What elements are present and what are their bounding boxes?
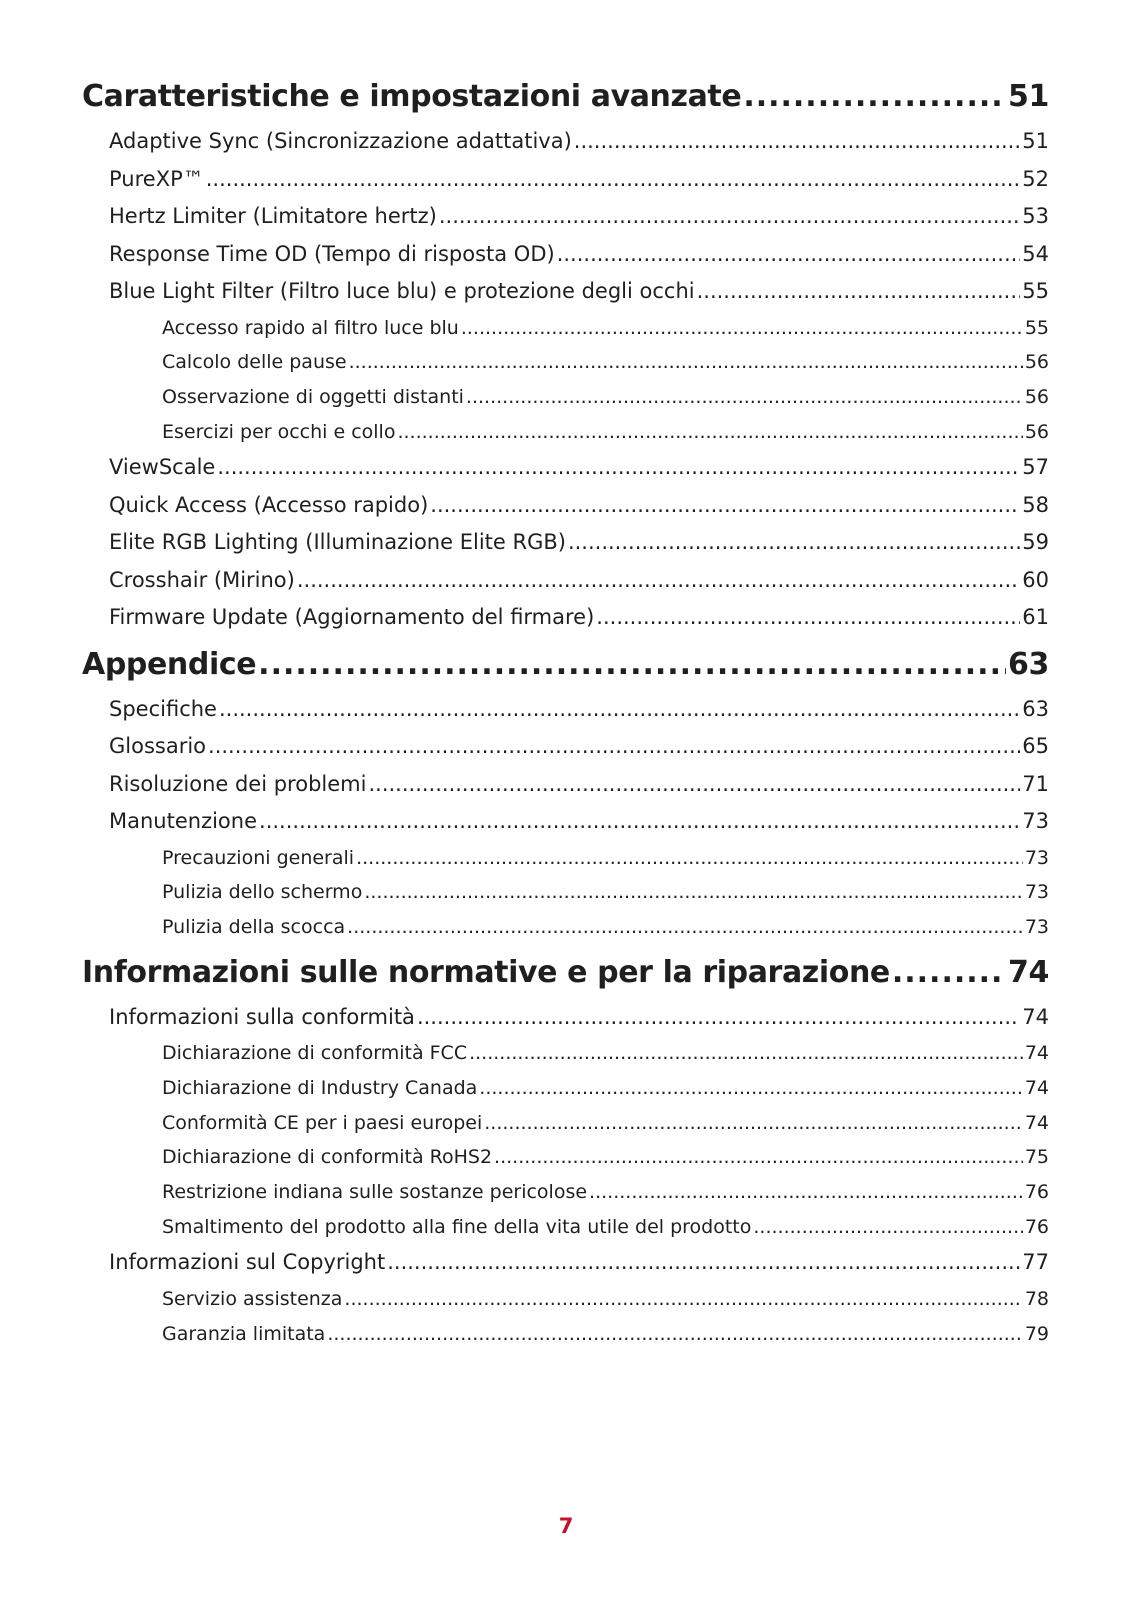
toc-dot-leader: [259, 803, 1020, 841]
toc-subsection-entry[interactable]: [82, 999, 1049, 1037]
toc-entry-page-number: 79: [1024, 1322, 1049, 1345]
toc-subsubsection-entry[interactable]: [82, 311, 1049, 346]
toc-dot-leader: [364, 875, 1022, 910]
toc-subsection-entry[interactable]: [82, 766, 1049, 804]
toc-dot-leader: [892, 947, 1006, 999]
toc-subsubsection-entry[interactable]: [82, 841, 1049, 876]
toc-subsection-entry[interactable]: [82, 691, 1049, 729]
toc-entry-page-number: 57: [1022, 455, 1049, 480]
toc-entry-title: Risoluzione dei problemi: [109, 771, 367, 796]
toc-entry-page-number: 73: [1024, 846, 1049, 869]
toc-entry-page-number: 58: [1022, 492, 1049, 517]
toc-dot-leader: [258, 639, 1006, 691]
toc-dot-leader: [479, 1071, 1023, 1106]
toc-entry-page-number: 74: [1022, 1004, 1049, 1029]
toc-subsection-entry[interactable]: [82, 803, 1049, 841]
toc-dot-leader: [206, 161, 1021, 199]
toc-subsubsection-entry[interactable]: [82, 875, 1049, 910]
toc-section: [82, 71, 1049, 637]
toc-entry-page-number: 75: [1024, 1146, 1049, 1169]
toc-dot-leader: [743, 71, 1006, 123]
toc-entry-page-number: 65: [1022, 734, 1049, 759]
toc-dot-leader: [219, 691, 1020, 729]
toc-entry-page-number: 74: [1008, 954, 1049, 990]
toc-entry-title: Osservazione di oggetti distanti: [162, 385, 464, 408]
toc-entry-page-number: 74: [1024, 1111, 1049, 1134]
toc-section: [82, 947, 1049, 1352]
toc-subsubsection-entry[interactable]: [82, 1036, 1049, 1071]
toc-entry-title: ViewScale: [109, 455, 216, 480]
toc-entry-title: Precauzioni generali: [162, 846, 355, 869]
toc-entry-title: Adaptive Sync (Sincronizzazione adattativa): [109, 129, 572, 153]
toc-dot-leader: [430, 487, 1020, 525]
toc-entry-title: Manutenzione: [109, 809, 258, 834]
toc-subsection-entry[interactable]: [82, 123, 1049, 161]
toc-entry-title: Response Time OD (Tempo di risposta OD): [109, 241, 555, 266]
toc-dot-leader: [557, 236, 1021, 274]
toc-subsubsection-entry[interactable]: [82, 910, 1049, 945]
toc-subsubsection-entry[interactable]: [82, 1317, 1049, 1352]
toc-entry-title: Hertz Limiter (Limitatore hertz): [109, 204, 437, 228]
toc-entry-page-number: 77: [1022, 1250, 1049, 1275]
toc-entry-page-number: 60: [1022, 567, 1049, 592]
toc-entry-page-number: 63: [1022, 696, 1049, 721]
toc-subsection-entry[interactable]: [82, 524, 1049, 562]
toc-chapter-heading[interactable]: [82, 947, 1049, 999]
toc-dot-leader: [439, 198, 1020, 236]
toc-entry-page-number: 51: [1008, 79, 1049, 114]
toc-entry-title: Smaltimento del prodotto alla fine della vita utile del prodotto: [162, 1215, 752, 1238]
toc-subsubsection-entry[interactable]: [82, 1282, 1049, 1317]
toc-entry-page-number: 78: [1024, 1287, 1049, 1310]
toc-entry-title: Accesso rapido al filtro luce blu: [162, 316, 459, 339]
toc-entry-page-number: 56: [1024, 351, 1049, 374]
toc-dot-leader: [387, 1244, 1020, 1282]
toc-dot-leader: [753, 1210, 1022, 1245]
toc-entry-title: Calcolo delle pause: [162, 351, 347, 374]
toc-dot-leader: [417, 999, 1020, 1037]
toc-entry-title: Informazioni sulla conformità: [109, 1004, 415, 1029]
toc-entry-title: Conformità CE per i paesi europei: [162, 1111, 483, 1134]
toc-subsubsection-entry[interactable]: [82, 345, 1049, 380]
toc-dot-leader: [494, 1140, 1023, 1175]
page-number: 7: [558, 1514, 574, 1538]
toc-entry-page-number: 76: [1024, 1215, 1049, 1238]
toc-entry-page-number: 74: [1024, 1042, 1049, 1065]
toc-entry-page-number: 53: [1022, 204, 1049, 228]
toc-dot-leader: [297, 562, 1020, 600]
toc-dot-leader: [344, 1282, 1022, 1317]
toc-entry-title: Glossario: [109, 734, 207, 759]
toc-subsubsection-entry[interactable]: [82, 415, 1049, 450]
toc-subsubsection-entry[interactable]: [82, 1175, 1049, 1210]
toc-entry-title: Pulizia dello schermo: [162, 881, 363, 904]
toc-entry-page-number: 74: [1024, 1077, 1049, 1099]
toc-entry-title: Firmware Update (Aggiornamento del firmare): [109, 605, 595, 630]
toc-entry-title: Dichiarazione di conformità FCC: [162, 1042, 468, 1065]
toc-dot-leader: [349, 345, 1023, 380]
toc-chapter-heading[interactable]: [82, 639, 1049, 691]
toc-entry-page-number: 55: [1024, 316, 1049, 339]
toc-entry-title: Pulizia della scocca: [162, 916, 346, 939]
toc-dot-leader: [327, 1317, 1022, 1352]
toc-subsection-entry[interactable]: [82, 728, 1049, 766]
toc-subsubsection-entry[interactable]: [82, 380, 1049, 415]
toc-subsection-entry[interactable]: [82, 599, 1049, 637]
toc-subsection-entry[interactable]: [82, 161, 1049, 199]
toc-entry-page-number: 71: [1022, 771, 1049, 796]
toc-subsubsection-entry[interactable]: [82, 1071, 1049, 1106]
toc-entry-page-number: 63: [1008, 646, 1049, 682]
toc-dot-leader: [397, 415, 1022, 450]
toc-dot-leader: [574, 123, 1020, 161]
toc-entry-title: PureXP™: [109, 166, 204, 191]
toc-dot-leader: [356, 841, 1023, 876]
toc-chapter-heading[interactable]: [82, 71, 1049, 123]
toc-subsection-entry[interactable]: [82, 449, 1049, 487]
toc-entry-title: Elite RGB Lighting (Illuminazione Elite RGB): [109, 530, 566, 555]
toc-subsection-entry[interactable]: [82, 236, 1049, 274]
toc-entry-title: Dichiarazione di conformità RoHS2: [162, 1146, 493, 1169]
toc-subsection-entry[interactable]: [82, 1244, 1049, 1282]
toc-dot-leader: [469, 1036, 1023, 1071]
toc-entry-page-number: 52: [1022, 166, 1049, 191]
toc-entry-page-number: 76: [1024, 1181, 1049, 1204]
toc-entry-title: Esercizi per occhi e collo: [162, 420, 396, 443]
toc-entry-title: Informazioni sulle normative e per la riparazione: [82, 954, 890, 990]
toc-entry-page-number: 73: [1024, 916, 1049, 939]
toc-dot-leader: [697, 273, 1021, 311]
toc-entry-title: Blue Light Filter (Filtro luce blu) e protezione degli occhi: [109, 279, 695, 303]
toc-entry-page-number: 59: [1022, 530, 1049, 555]
toc-subsection-entry[interactable]: [82, 198, 1049, 236]
toc-section: [82, 639, 1049, 945]
toc-dot-leader: [217, 449, 1020, 487]
toc-dot-leader: [596, 599, 1020, 637]
toc-entry-title: Servizio assistenza: [162, 1287, 343, 1310]
toc-entry-title: Restrizione indiana sulle sostanze pericolose: [162, 1181, 588, 1204]
toc-entry-title: Caratteristiche e impostazioni avanzate: [82, 79, 742, 114]
toc-entry-page-number: 56: [1024, 385, 1049, 408]
toc-entry-title: Dichiarazione di Industry Canada: [162, 1077, 478, 1099]
toc-entry-page-number: 61: [1022, 605, 1049, 630]
toc-dot-leader: [466, 380, 1023, 415]
toc-subsubsection-entry[interactable]: [82, 1210, 1049, 1245]
toc-entry-page-number: 55: [1022, 279, 1049, 303]
toc-entry-title: Crosshair (Mirino): [109, 567, 295, 592]
toc-entry-page-number: 51: [1022, 129, 1049, 153]
toc-entry-title: Informazioni sul Copyright: [109, 1250, 386, 1275]
toc-dot-leader: [347, 910, 1023, 945]
toc-subsubsection-entry[interactable]: [82, 1140, 1049, 1175]
toc-dot-leader: [484, 1106, 1023, 1141]
toc-entry-title: Garanzia limitata: [162, 1322, 326, 1345]
toc-dot-leader: [368, 766, 1020, 804]
toc-entry-title: Quick Access (Accesso rapido): [109, 492, 429, 517]
toc-dot-leader: [589, 1175, 1023, 1210]
toc-subsection-entry[interactable]: [82, 487, 1049, 525]
toc-dot-leader: [568, 524, 1020, 562]
toc-entry-title: Appendice: [82, 646, 257, 682]
toc-dot-leader: [208, 728, 1020, 766]
toc-entry-page-number: 73: [1022, 809, 1049, 834]
table-of-contents: [82, 71, 1049, 1351]
toc-subsection-entry[interactable]: [82, 273, 1049, 311]
toc-dot-leader: [461, 311, 1023, 346]
toc-subsubsection-entry[interactable]: [82, 1106, 1049, 1141]
toc-entry-page-number: 54: [1022, 241, 1049, 266]
toc-entry-title: Specifiche: [109, 696, 217, 721]
toc-entry-page-number: 56: [1024, 420, 1049, 443]
toc-entry-page-number: 73: [1024, 881, 1049, 904]
toc-subsection-entry[interactable]: [82, 562, 1049, 600]
